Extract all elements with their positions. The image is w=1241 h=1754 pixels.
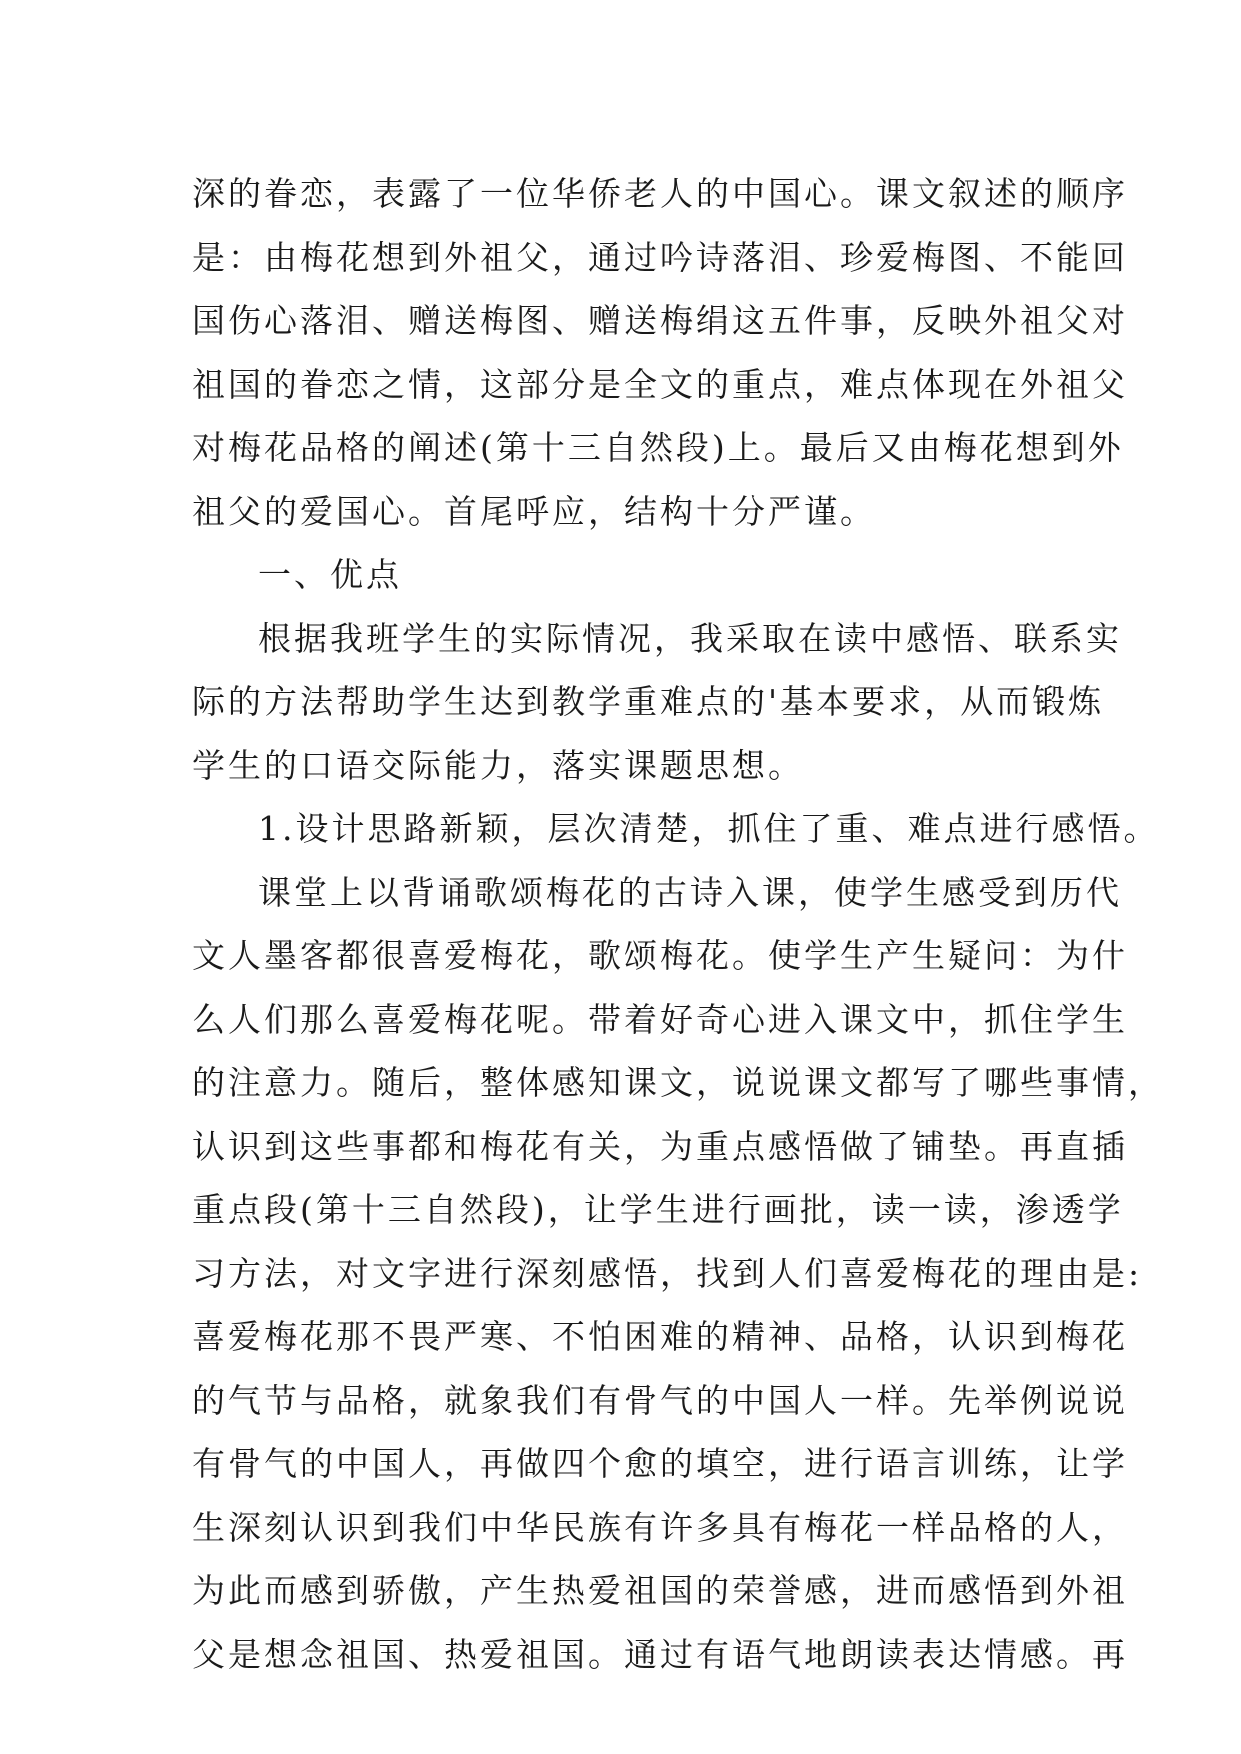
text-line: 国伤心落泪、赠送梅图、赠送梅绢这五件事，反映外祖父对 [192,301,1128,340]
text-line: 喜爱梅花那不畏严寒、不怕困难的精神、品格，认识到梅花 [192,1317,1128,1356]
text-line: 是：由梅花想到外祖父，通过吟诗落泪、珍爱梅图、不能回 [192,237,1128,277]
text-line: 文人墨客都很喜爱梅花，歌颂梅花。使学生产生疑问：为什 [192,936,1128,975]
paragraph-first-line: 根据我班学生的实际情况，我采取在读中感悟、联系实 [258,618,1122,658]
text-line: 父是想念祖国、热爱祖国。通过有语气地朗读表达情感。再 [192,1634,1128,1674]
text-line: 的气节与品格，就象我们有骨气的中国人一样。先举例说说 [192,1380,1128,1420]
text-line: 为此而感到骄傲，产生热爱祖国的荣誉感，进而感悟到外祖 [192,1571,1128,1610]
text-line: 生深刻认识到我们中华民族有许多具有梅花一样品格的人， [192,1507,1128,1547]
text-line: 深的眷恋，表露了一位华侨老人的中国心。课文叙述的顺序 [192,174,1128,213]
section-heading: 一、优点 [258,555,402,594]
text-line: 的注意力。随后，整体感知课文，说说课文都写了哪些事情， [192,1063,1164,1102]
text-line: 祖父的爱国心。首尾呼应，结构十分严谨。 [192,491,876,531]
document-body [192,162,1164,1686]
text-line: 对梅花品格的阐述(第十三自然段)上。最后又由梅花想到外 [192,428,1124,467]
text-line: 祖国的眷恋之情，这部分是全文的重点，难点体现在外祖父 [192,364,1128,404]
text-line: 认识到这些事都和梅花有关，为重点感悟做了铺垫。再直插 [192,1126,1128,1166]
subheading: 1.设计思路新颖，层次清楚，抓住了重、难点进行感悟。 [258,809,1160,848]
text-line: 学生的口语交际能力，落实课题思想。 [192,745,804,785]
text-line: 有骨气的中国人，再做四个愈的填空，进行语言训练，让学 [192,1444,1128,1483]
paragraph-first-line: 课堂上以背诵歌颂梅花的古诗入课，使学生感受到历代 [258,872,1122,912]
text-line: 么人们那么喜爱梅花呢。带着好奇心进入课文中，抓住学生 [192,999,1128,1039]
text-line: 重点段(第十三自然段)，让学生进行画批，读一读，渗透学 [192,1190,1124,1229]
text-line: 际的方法帮助学生达到教学重难点的'基本要求，从而锻炼 [192,682,1105,721]
text-line: 习方法，对文字进行深刻感悟，找到人们喜爱梅花的理由是: [192,1253,1143,1293]
